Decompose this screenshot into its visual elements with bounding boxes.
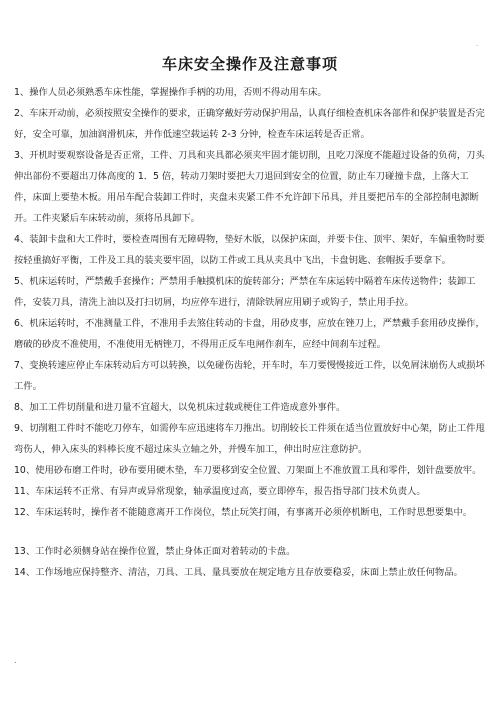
rule-item-10 xyxy=(14,460,486,481)
rule-item-13 xyxy=(14,541,486,562)
stray-dot-bottom: . xyxy=(14,656,17,665)
rule-number: 4、 xyxy=(14,234,30,245)
rule-text: 开机时要观察设备是否正常，工件、刀具和夹具都必须夹牢固才能切削，且吃刀深度不能超过设备的负荷，刀头伸出部份不要超出刀体高度的 1．5 倍，转动刀架时要把大刀退回到安全的位置，防止车刀碰撞卡盘，上落大工件，床面上要垫木板。用吊车配合装卸工件时，夹盘未夹紧工件不允许卸下吊具，并且要把吊车的全部控制电源断开。工件夹紧后车床转动前，须将吊具卸下。 xyxy=(14,150,485,224)
rule-text: 操作人员必须熟悉车床性能，掌握操作手柄的功用，否则不得动用车床。 xyxy=(29,87,327,98)
rule-item-14 xyxy=(14,562,486,583)
rule-text: 机床运转时，严禁戴手套操作；严禁用手触摸机床的旋转部分；严禁在车床运转中隔着车床传送物件；装卸工件，安装刀具，清洗上油以及打扫切屑，均应停车进行，清除铁屑应用刷子或钩子，禁止用手拉。 xyxy=(14,276,476,308)
rule-item-2 xyxy=(14,103,486,145)
rule-item-8 xyxy=(14,397,486,418)
rule-text: 车床开动前，必须按照安全操作的要求，正确穿戴好劳动保护用品，认真仔细检查机床各部件和保护装置是否完好，安全可靠，加油润滑机床，并作低速空载运转 2-3 分钟，检查车床运转是否正常。 xyxy=(14,108,485,140)
stray-dot-top: · xyxy=(476,42,479,50)
rule-number: 11、 xyxy=(14,486,36,497)
rule-number: 14、 xyxy=(14,567,36,578)
rule-number: 12、 xyxy=(14,507,36,518)
rule-text: 工作时必须侧身站在操作位置，禁止身体正面对着转动的卡盘。 xyxy=(35,546,296,557)
rule-item-9 xyxy=(14,418,486,460)
rule-number: 13、 xyxy=(14,546,36,557)
rule-text: 变换转速应停止车床转动后方可以转换，以免碰伤齿轮，开车时，车刀要慢慢接近工件，以免屑沫崩伤人或损坏工件。 xyxy=(14,360,485,392)
rule-item-3 xyxy=(14,145,486,229)
document-title: 车床安全操作及注意事项 xyxy=(161,55,338,73)
rule-number: 2、 xyxy=(14,108,30,119)
rule-text: 工作场地应保持整齐、清洁，刀具、工具、量具要放在规定地方且存放要稳妥，床面上禁止放任何物品。 xyxy=(35,567,463,578)
rule-item-6 xyxy=(14,313,486,355)
rule-number: 5、 xyxy=(14,276,30,287)
rule-item-11 xyxy=(14,481,486,502)
safety-rule-list xyxy=(14,82,486,583)
rule-number: 8、 xyxy=(14,402,30,413)
rule-text: 车床运转不正常、有异声或异常现象，轴承温度过高，要立即停车，报告指导部门技术负责人。 xyxy=(35,486,426,497)
rule-number: 10、 xyxy=(14,465,36,476)
rule-number: 9、 xyxy=(14,423,30,434)
rule-item-1 xyxy=(14,82,486,103)
rule-number: 6、 xyxy=(14,318,30,329)
rule-item-12 xyxy=(14,502,486,523)
rule-text: 装卸卡盘和大工件时，要检查周围有无障碍物，垫好木版，以保护床面，并要卡住、顶牢、架好，车偏重物时要按轻重搞好平衡，工件及工具的装夹要牢固，以防工件或工具从夹具中飞出，卡盘钥匙、套帽扳手要拿下。 xyxy=(14,234,485,266)
paragraph-gap xyxy=(14,523,486,541)
rule-item-7 xyxy=(14,355,486,397)
rule-text: 使用砂布磨工件时，砂布要用硬木垫，车刀要移到安全位置、刀架面上不准放置工具和零件，划针盘要放牢。 xyxy=(35,465,482,476)
rule-number: 7、 xyxy=(14,360,30,371)
rule-text: 切削粗工件时不能吃刀停车，如需停车应迅速将车刀推出。切削较长工件须在适当位置放好中心架，防止工件甩弯伤人，伸入床头的料棒长度不超过床头立轴之外，并慢车加工，伸出时应注意防护。 xyxy=(14,423,485,455)
rule-text: 机床运转时，不准测量工件，不准用手去煞住转动的卡盘，用砂皮事，应放在锉刀上，严禁戴手套用砂皮操作，磨破的砂皮不准使用，不准使用无柄锉刀，不得用正反车电闸作刹车，应经中间刹车过程。 xyxy=(14,318,485,350)
rule-number: 3、 xyxy=(14,150,30,161)
rule-number: 1、 xyxy=(14,87,30,98)
rule-text: 加工工件切削量和进刀量不宜超大，以免机床过载或梗住工件造成意外事件。 xyxy=(29,402,346,413)
rule-text: 车床运转时，操作者不能随意离开工作岗位，禁止玩笑打闹，有事离开必须停机断电，工作时思想要集中。 xyxy=(35,507,473,518)
rule-item-5 xyxy=(14,271,486,313)
rule-item-4 xyxy=(14,229,486,271)
